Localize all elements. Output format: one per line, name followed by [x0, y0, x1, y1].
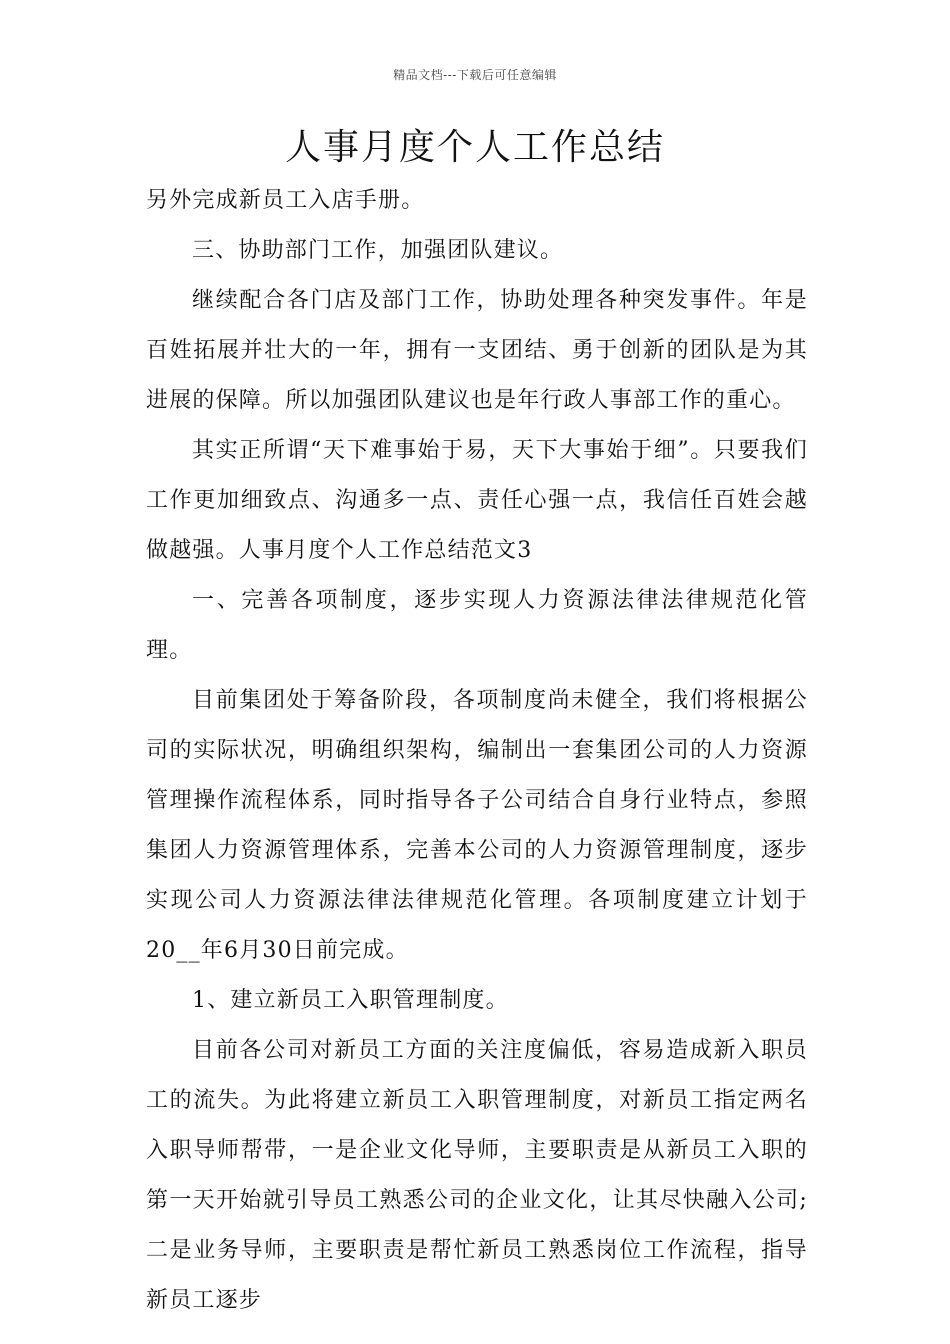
paragraph: 三、协助部门工作，加强团队建议。 — [192, 238, 564, 263]
paragraph: 目前集团处于筹备阶段，各项制度尚未健全，我们将根据公司的实际状况，明确组织架构，编制出一套集团公司的人力资源管理操作流程体系，同时指导各子公司结合自身行业特点，参照集团人力资源管理体系，完善本公司的人力资源管理制度，逐步实现公司人力资源法律法律规范化管理。各项制度建立计划于20__年6月30日前完成。 — [146, 688, 808, 963]
paragraph: 1、建立新员工入职管理制度。 — [192, 988, 509, 1013]
paragraph: 目前各公司对新员工方面的关注度偏低，容易造成新入职员工的流失。为此将建立新员工入职管理制度，对新员工指定两名入职导师帮带，一是企业文化导师，主要职责是从新员工入职的第一天开始就引导员工熟悉公司的企业文化，让其尽快融入公司;二是业务导师，主要职责是帮忙新员工熟悉岗位工作流程，指导新员工逐步 — [146, 1038, 808, 1313]
paragraph: 其实正所谓“天下难事始于易，天下大事始于细”。只要我们工作更加细致点、沟通多一点、责任心强一点，我信任百姓会越做越强。人事月度个人工作总结范文3 — [146, 438, 808, 563]
paragraph: 另外完成新员工入店手册。 — [146, 188, 425, 213]
paragraph: 一、完善各项制度，逐步实现人力资源法律法律规范化管理。 — [146, 588, 808, 663]
paragraph: 继续配合各门店及部门工作，协助处理各种突发事件。年是百姓拓展并壮大的一年，拥有一支团结、勇于创新的团队是为其进展的保障。所以加强团队建议也是年行政人事部工作的重心。 — [146, 288, 808, 413]
document-title: 人事月度个人工作总结 — [284, 127, 665, 168]
document-body — [146, 176, 808, 1326]
header-note: 精品文档---下载后可任意编辑 — [393, 68, 557, 82]
